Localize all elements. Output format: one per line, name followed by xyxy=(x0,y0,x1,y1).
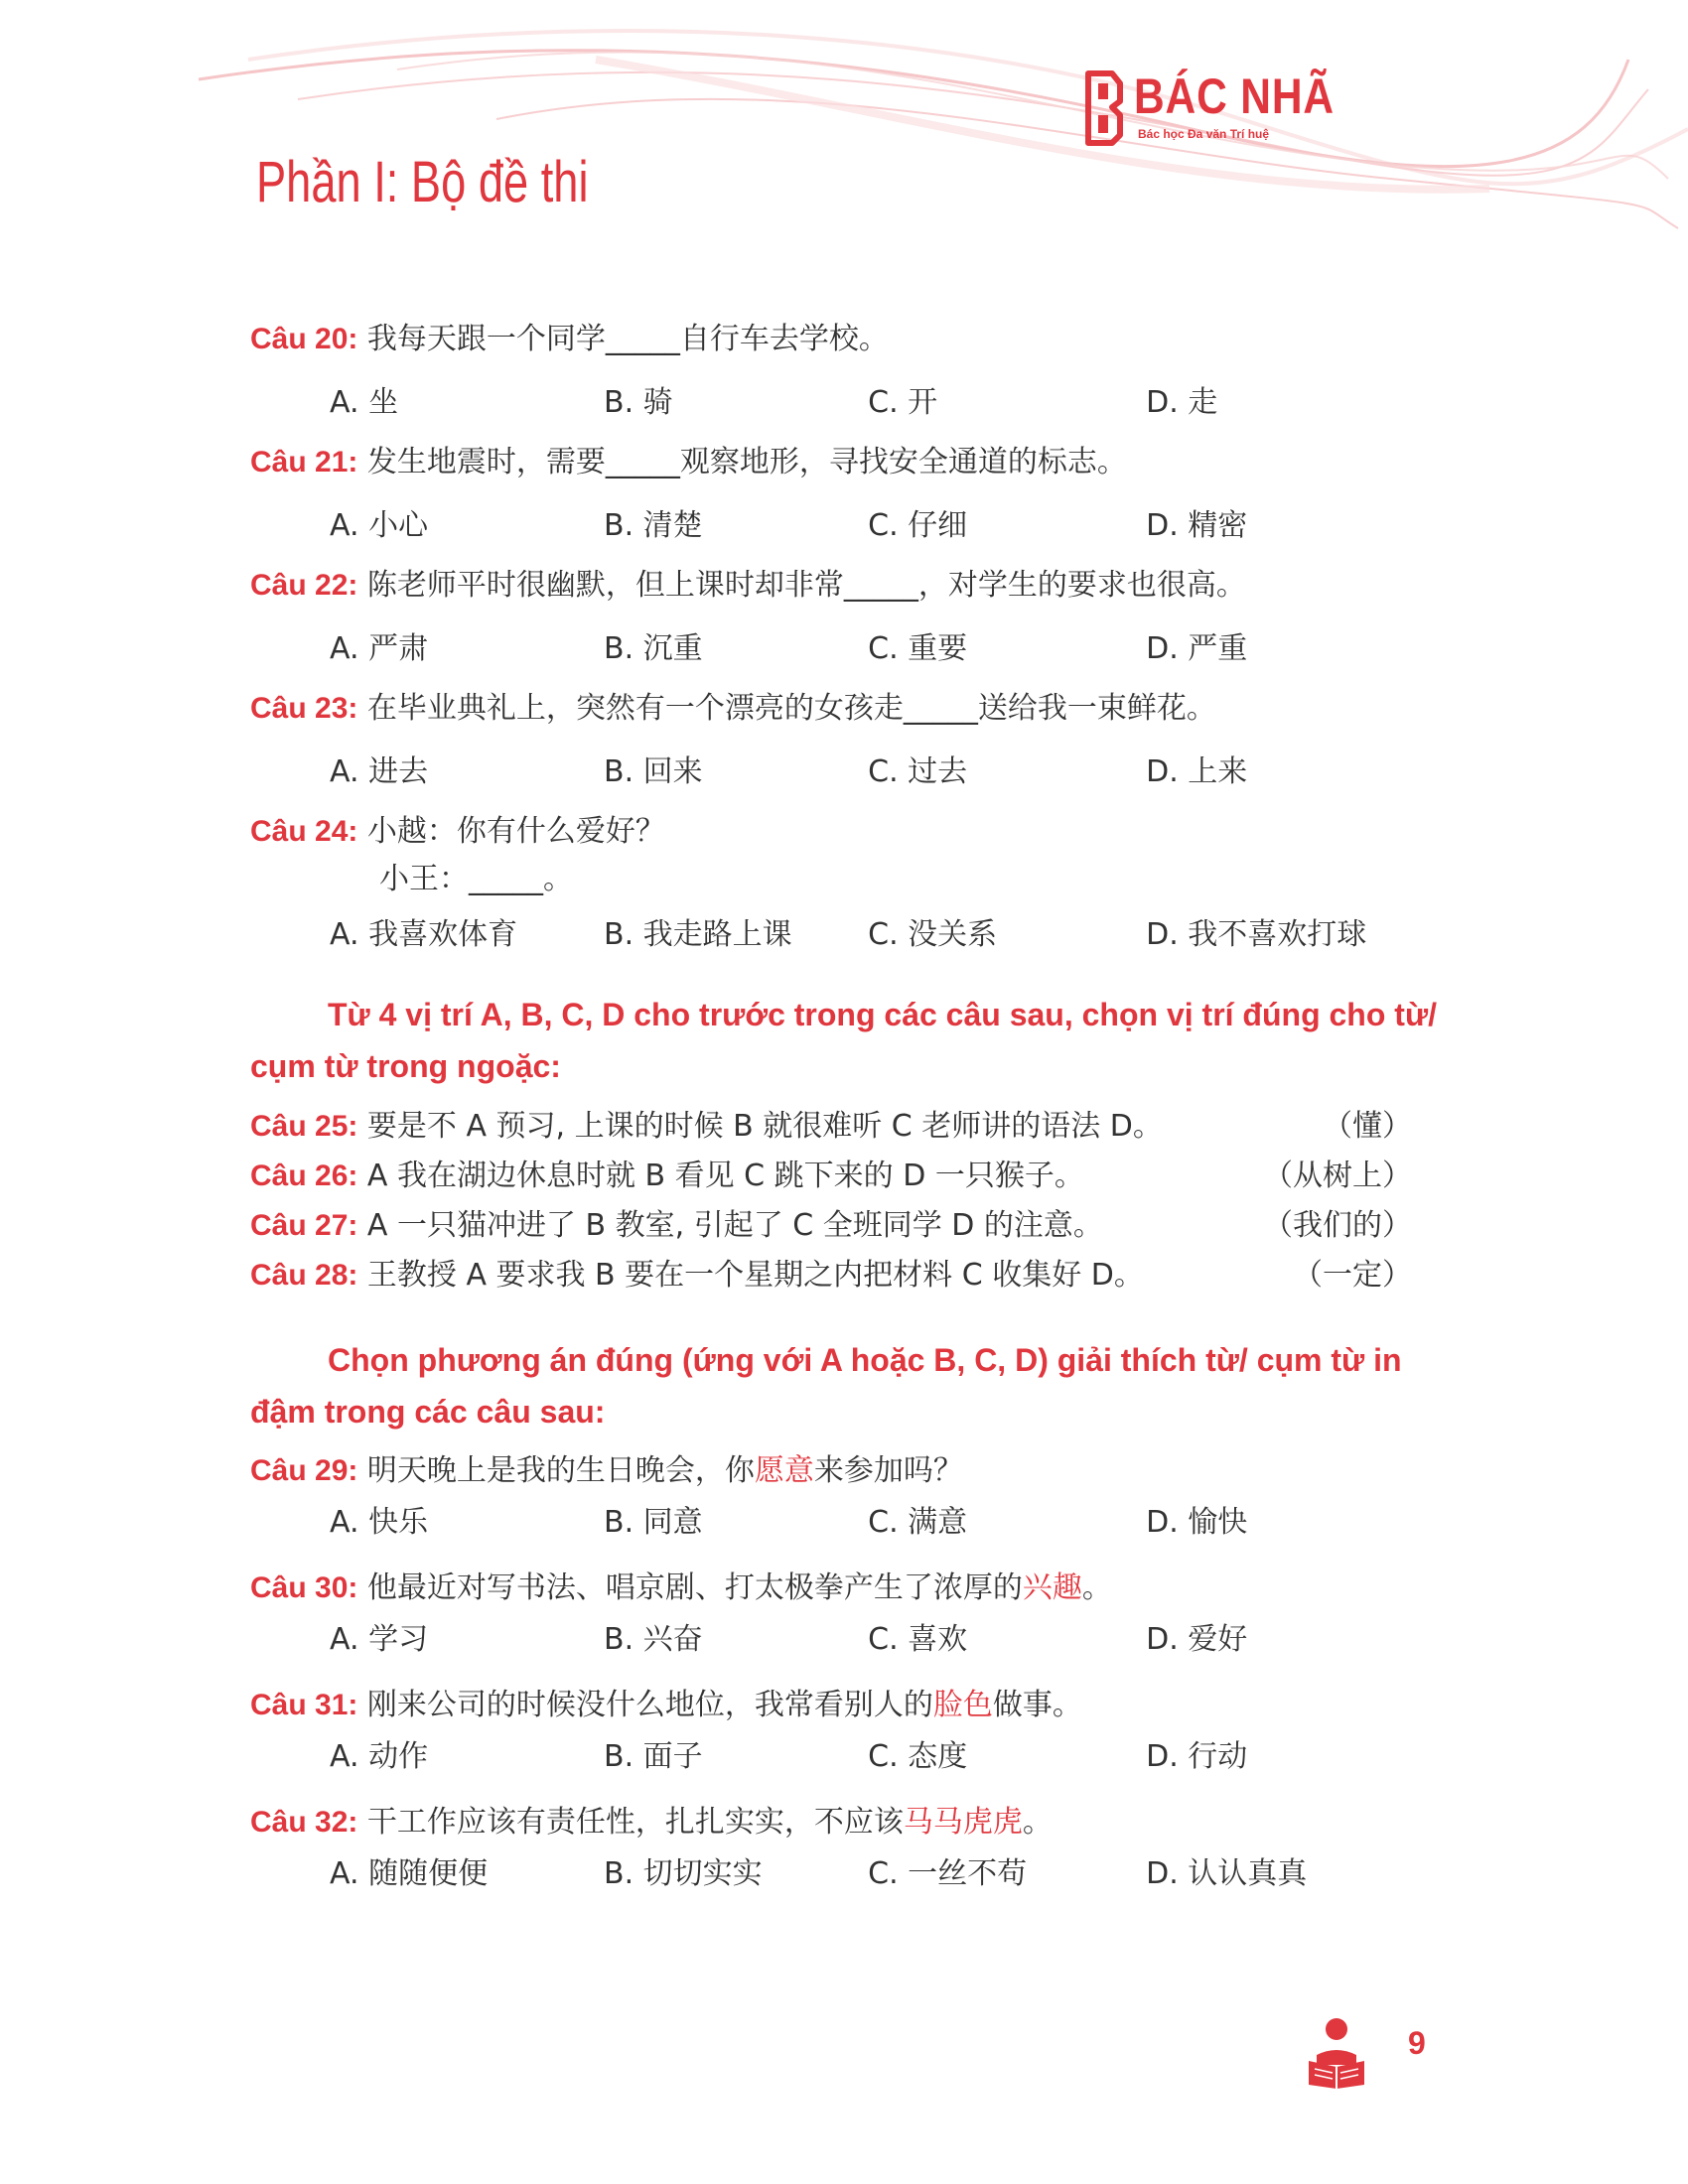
option-b[interactable]: B. 回来 xyxy=(604,754,703,789)
question-label: Câu 24: xyxy=(250,815,358,848)
question-text-pre: 刚来公司的时候没什么地位，我常看别人的 xyxy=(366,1688,933,1722)
option-a[interactable]: A. 动作 xyxy=(330,1739,429,1774)
brand-logo xyxy=(1082,68,1335,157)
option-c[interactable]: C. 态度 xyxy=(868,1739,968,1774)
question-text-post: 。 xyxy=(1081,1570,1112,1605)
option-b[interactable]: B. 同意 xyxy=(604,1505,703,1540)
page-number: 9 xyxy=(1408,2025,1426,2061)
target-word: （懂） xyxy=(1323,1109,1412,1144)
question-25 xyxy=(250,1102,1412,1152)
question-text: 我每天跟一个同学_____自行车去学校。 xyxy=(366,322,889,356)
question-20 xyxy=(250,316,1442,423)
question-text-post: 来参加吗？ xyxy=(813,1453,963,1488)
highlighted-word: 马马虎虎 xyxy=(903,1805,1023,1840)
question-text: A 我在湖边休息时就 B 看见 C 跳下来的 D 一只猴子。 xyxy=(366,1159,1084,1193)
option-c[interactable]: C. 没关系 xyxy=(868,917,998,952)
highlighted-word: 兴趣 xyxy=(1022,1570,1082,1605)
question-text: 王教授 A 要求我 B 要在一个星期之内把材料 C 收集好 D。 xyxy=(366,1258,1144,1293)
option-c[interactable]: C. 喜欢 xyxy=(868,1622,968,1657)
question-22 xyxy=(250,562,1442,669)
option-d[interactable]: D. 走 xyxy=(1146,385,1218,420)
option-a[interactable]: A. 严肃 xyxy=(330,631,429,666)
target-word: （我们的） xyxy=(1263,1208,1412,1243)
option-d[interactable]: D. 上来 xyxy=(1146,754,1248,789)
section-title: Phần I: Bộ đề thi xyxy=(256,150,589,214)
option-b[interactable]: B. 骑 xyxy=(604,385,673,420)
question-label: Câu 30: xyxy=(250,1571,358,1604)
question-text: 发生地震时，需要_____观察地形，寻找安全通道的标志。 xyxy=(366,445,1127,479)
option-c[interactable]: C. 一丝不苟 xyxy=(868,1856,1028,1891)
question-31 xyxy=(250,1682,1442,1777)
question-label: Câu 28: xyxy=(250,1259,358,1292)
question-label: Câu 29: xyxy=(250,1454,358,1487)
question-text: 陈老师平时很幽默，但上课时却非常_____，对学生的要求也很高。 xyxy=(366,568,1246,603)
target-word: （从树上） xyxy=(1263,1159,1412,1193)
option-b[interactable]: B. 清楚 xyxy=(604,508,703,543)
question-29 xyxy=(250,1447,1442,1543)
option-b[interactable]: B. 沉重 xyxy=(604,631,703,666)
question-26 xyxy=(250,1152,1412,1201)
target-word: （一定） xyxy=(1293,1258,1412,1293)
dialogue-line-1: 小越：你有什么爱好？ xyxy=(366,814,665,849)
question-text-pre: 干工作应该有责任性，扎扎实实，不应该 xyxy=(366,1805,904,1840)
option-d[interactable]: D. 行动 xyxy=(1146,1739,1248,1774)
option-b[interactable]: B. 兴奋 xyxy=(604,1622,703,1657)
dialogue-line-2: 小王：_____。 xyxy=(379,862,573,896)
question-27 xyxy=(250,1201,1412,1251)
option-a[interactable]: A. 随随便便 xyxy=(330,1856,489,1891)
option-b[interactable]: B. 面子 xyxy=(604,1739,703,1774)
highlighted-word: 脸色 xyxy=(932,1688,993,1722)
option-b[interactable]: B. 我走路上课 xyxy=(604,917,792,952)
logo-mark-icon xyxy=(1082,69,1126,147)
question-label: Câu 25: xyxy=(250,1110,358,1143)
question-label: Câu 31: xyxy=(250,1689,358,1721)
question-text: A 一只猫冲进了 B 教室, 引起了 C 全班同学 D 的注意。 xyxy=(366,1208,1103,1243)
question-28 xyxy=(250,1251,1412,1300)
question-text-pre: 他最近对写书法、唱京剧、打太极拳产生了浓厚的 xyxy=(366,1570,1023,1605)
option-d[interactable]: D. 认认真真 xyxy=(1146,1856,1308,1891)
question-label: Câu 23: xyxy=(250,692,358,725)
option-a[interactable]: A. 我喜欢体育 xyxy=(330,917,518,952)
option-c[interactable]: C. 过去 xyxy=(868,754,968,789)
question-label: Câu 26: xyxy=(250,1160,358,1192)
question-label: Câu 22: xyxy=(250,569,358,602)
question-text: 要是不 A 预习, 上课的时候 B 就很难听 C 老师讲的语法 D。 xyxy=(366,1109,1163,1144)
option-c[interactable]: C. 仔细 xyxy=(868,508,968,543)
option-a[interactable]: A. 小心 xyxy=(330,508,429,543)
instruction-positions: Từ 4 vị trí A, B, C, D cho trước trong các câu sau, chọn vị trí đúng cho từ/ cụm từ trong ngoặc: xyxy=(250,997,1437,1084)
question-label: Câu 20: xyxy=(250,323,358,355)
question-text: 在毕业典礼上，突然有一个漂亮的女孩走_____送给我一束鲜花。 xyxy=(366,691,1216,726)
option-a[interactable]: A. 进去 xyxy=(330,754,429,789)
question-32 xyxy=(250,1799,1442,1894)
instruction-synonyms: Chọn phương án đúng (ứng với A hoặc B, C, D) giải thích từ/ cụm từ in đậm trong các câu sau: xyxy=(250,1342,1402,1430)
highlighted-word: 愿意 xyxy=(754,1453,814,1488)
question-21 xyxy=(250,439,1442,546)
option-c[interactable]: C. 开 xyxy=(868,385,938,420)
option-d[interactable]: D. 我不喜欢打球 xyxy=(1146,917,1367,952)
logo-tagline: Bác học Đa văn Trí huệ xyxy=(1138,127,1270,141)
option-a[interactable]: A. 快乐 xyxy=(330,1505,429,1540)
option-a[interactable]: A. 学习 xyxy=(330,1622,429,1657)
reader-book-icon xyxy=(1307,2015,1366,2089)
question-label: Câu 27: xyxy=(250,1209,358,1242)
logo-brand: BÁC NHÃ xyxy=(1134,68,1335,124)
option-a[interactable]: A. 坐 xyxy=(330,385,399,420)
option-d[interactable]: D. 精密 xyxy=(1146,508,1248,543)
question-30 xyxy=(250,1565,1442,1660)
option-d[interactable]: D. 严重 xyxy=(1146,631,1248,666)
option-c[interactable]: C. 满意 xyxy=(868,1505,968,1540)
question-23 xyxy=(250,685,1442,792)
header-swoosh xyxy=(0,0,1688,278)
exercise-content xyxy=(250,316,1442,1894)
option-b[interactable]: B. 切切实实 xyxy=(604,1856,763,1891)
question-text-post: 做事。 xyxy=(992,1688,1082,1722)
question-text-pre: 明天晚上是我的生日晚会，你 xyxy=(366,1453,755,1488)
question-24 xyxy=(250,808,1442,955)
question-label: Câu 32: xyxy=(250,1806,358,1839)
question-text-post: 。 xyxy=(1022,1805,1053,1840)
option-c[interactable]: C. 重要 xyxy=(868,631,968,666)
option-d[interactable]: D. 爱好 xyxy=(1146,1622,1248,1657)
option-d[interactable]: D. 愉快 xyxy=(1146,1505,1248,1540)
question-label: Câu 21: xyxy=(250,446,358,478)
